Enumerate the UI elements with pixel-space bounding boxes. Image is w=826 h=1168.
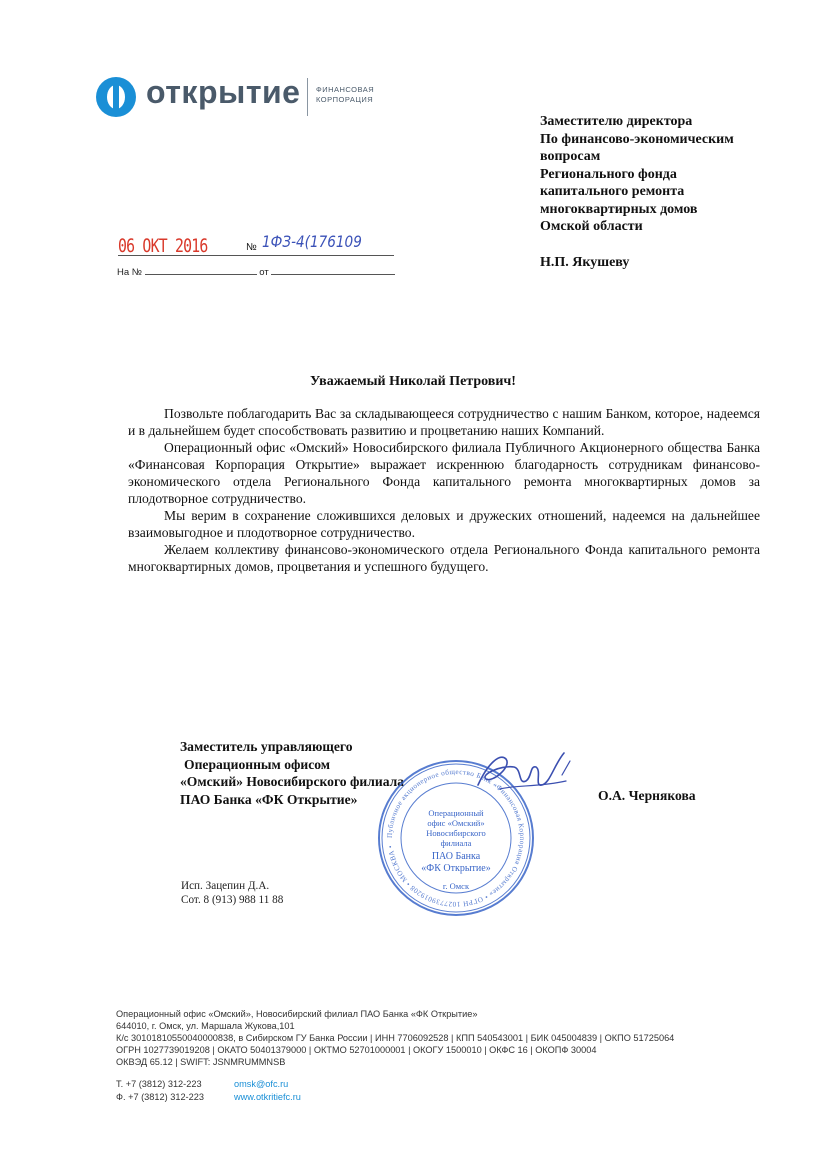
stamp-ring-text: Публичное акционерное общество Банк «Финансовая Корпорация Открытие» • ОГРН 1027739019208 • МОСКВА •: [385, 767, 527, 909]
letter-paragraph: Позвольте поблагодарить Вас за складывающееся сотрудничество с нашим Банком, которое, надеемся и в дальнейшем будет способствовать развитию и процветанию наших Компаний.: [128, 406, 760, 438]
logo-wordmark: открытие: [146, 74, 301, 110]
outgoing-date-stamp: 06 ОКТ 2016: [118, 235, 208, 257]
footer-line: ОКВЭД 65.12 | SWIFT: JSNMRUMMNSB: [116, 1057, 286, 1068]
addressee-block: [540, 113, 810, 236]
footer-requisites: [116, 1008, 736, 1068]
logo-subtitle: [316, 85, 374, 105]
executor-phone: Сот. 8 (913) 988 11 88: [181, 894, 284, 906]
logo-divider: [307, 78, 308, 116]
logo-subtitle-line2: КОРПОРАЦИЯ: [316, 95, 374, 104]
signer-title-line: Заместитель управляющего: [180, 739, 353, 754]
executor-name: Исп. Зацепин Д.А.: [181, 880, 270, 892]
stamp-line: ПАО Банка: [431, 851, 481, 862]
reference-number-blank: [145, 265, 257, 275]
addressee-line: Омской области: [540, 219, 643, 234]
footer-fax: Ф. +7 (3812) 312-223: [116, 1091, 204, 1102]
stamp-line: г. Омск: [442, 881, 470, 891]
signer-title-line: ПАО Банка «ФК Открытие»: [180, 791, 358, 807]
addressee-line: Заместителю директора: [540, 114, 693, 129]
addressee-line: многоквартирных домов: [540, 201, 698, 217]
reference-date-blank: [271, 265, 395, 275]
signer-title-line: Операционным офисом: [184, 756, 331, 772]
letter-paragraph: Операционный офис «Омский» Новосибирского филиала Публичного Акционерного общества Банка «Финансовая Корпорация Открытие» выражает искреннюю благодарность сотрудникам финансово-экономического отдела Регионального Фонда капитального ремонта многоквартирных домов за плодотворное сотрудничество.: [128, 440, 760, 506]
stamp-line: Новосибирского филиала: [426, 828, 486, 848]
logo-subtitle-line1: ФИНАНСОВАЯ: [316, 85, 375, 94]
reference-from-label: от: [259, 267, 269, 278]
signer-name: О.А. Чернякова: [598, 788, 696, 803]
stamp-line: офис «Омский»: [427, 818, 485, 828]
footer-line: К/с 30101810550040000838, в Сибирском ГУ Банка России | ИНН 7706092528 | КПП 540543001 | БИК 045004839 | ОКПО 51725064: [116, 1033, 675, 1044]
salutation: Уважаемый Николай Петрович!: [310, 374, 516, 389]
outgoing-number-handwritten: 1ФЗ-4(176109: [262, 232, 362, 251]
addressee-line: По финансово-экономическим: [540, 131, 734, 147]
executor-info: [181, 879, 283, 907]
stamp-line: «ФК Открытие»: [421, 863, 491, 874]
footer-email-link[interactable]: omsk@ofc.ru: [234, 1079, 289, 1089]
outgoing-number-label: №: [246, 242, 257, 253]
logo-ring-icon: [96, 77, 136, 117]
signer-title-line: «Омский» Новосибирского филиала: [180, 774, 405, 789]
letter-paragraph: Желаем коллективу финансово-экономического отдела Регионального Фонда капитального ремонта многоквартирных домов, процветания и успешного будущего.: [128, 542, 760, 574]
reference-number-label: На №: [117, 267, 142, 278]
footer-website-link[interactable]: www.otkritiefc.ru: [234, 1091, 301, 1102]
footer-line: ОГРН 1027739019208 | ОКАТО 50401379000 | ОКТМО 52701000001 | ОКОГУ 1500010 | ОКФС 16 | ОКОПФ 30004: [116, 1045, 597, 1056]
footer-line: 644010, г. Омск, ул. Маршала Жукова,101: [116, 1021, 295, 1032]
reference-line: [117, 265, 395, 278]
stamp-line: Операционный: [428, 808, 484, 818]
bank-logo: [96, 72, 396, 122]
handwritten-signature: [470, 745, 580, 810]
footer-phone: Т. +7 (3812) 312-223: [116, 1079, 202, 1089]
addressee-name: Н.П. Якушеву: [540, 255, 630, 270]
letter-body: [128, 405, 760, 575]
addressee-line: вопросам: [540, 149, 601, 164]
signer-title: [180, 738, 404, 808]
date-underline: [118, 255, 258, 256]
addressee-line: капитального ремонта: [540, 184, 685, 199]
stamp-center-text: [410, 808, 502, 891]
footer-contacts: [116, 1078, 301, 1103]
addressee-line: Регионального фонда: [540, 166, 677, 182]
number-underline: [258, 255, 394, 256]
letter-paragraph: Мы верим в сохранение сложившихся деловых и дружеских отношений, надеемся на дальнейшее взаимовыгодное и плодотворное сотрудничество.: [128, 508, 760, 540]
footer-line: Операционный офис «Омский», Новосибирский филиал ПАО Банка «ФК Открытие»: [116, 1009, 478, 1019]
